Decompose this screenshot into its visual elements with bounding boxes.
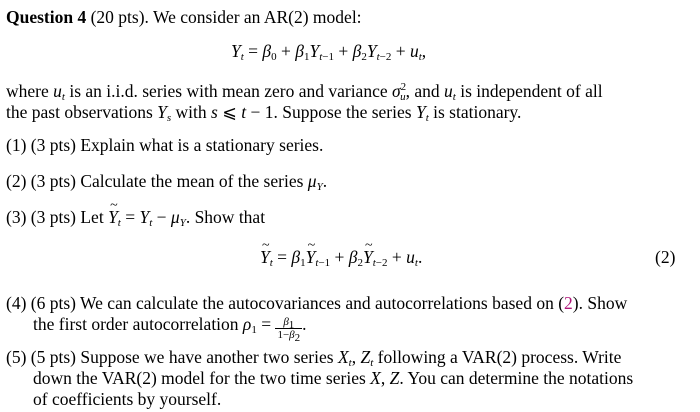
ar2-demeaned-equation: ~ $Y_t$ = $\beta_1\sim$ $Y_{t-1}$ + $\beta_2\sim$ $Y_{t-2} + u_t$. bbox=[260, 246, 422, 268]
item-3: (3) (3 pts) Let ~ $Y_t = Y_t - \mu_Y$. Show that bbox=[6, 206, 265, 228]
item-5-line-3: of coefficients by yourself. bbox=[33, 389, 222, 409]
item-5-line-1: (5) (5 pts) Suppose we have another two series $X_t$, $Z_t$ following a VAR(2) process. Write bbox=[6, 347, 622, 369]
question-label: Question 4 bbox=[6, 7, 87, 27]
item-5-line-2: down the VAR(2) model for the two time series X, Z. You can determine the notations bbox=[33, 368, 634, 388]
equation-ref-link[interactable]: 2 bbox=[564, 293, 573, 313]
item-4-line-1: (4) (6 pts) We can calculate the autocovariances and autocorrelations based on (2). Show bbox=[6, 293, 628, 313]
item-1: (1) (3 pts) Explain what is a stationary series. bbox=[6, 135, 324, 155]
equation-tag: (2) bbox=[655, 247, 676, 267]
ar2-equation: $Y_t = \beta_0 + \beta_1Y_{t-1} + \beta_2Y_{t-2} + u_t$, bbox=[231, 41, 427, 63]
where-line-2: the past observations $Y_s$ with s ⩽ t − 1. Suppose the series $Y_t$ is stationary. bbox=[6, 102, 522, 124]
item-4-line-2: the first order autocorrelation $\rho_1$ = $\frac{\beta_1}{1-\beta_2}$ . bbox=[33, 314, 307, 344]
question-intro: We consider an AR(2) model: bbox=[153, 7, 362, 27]
question-heading bbox=[6, 6, 362, 28]
item-2: (2) (3 pts) Calculate the mean of the series $\mu_Y$. bbox=[6, 171, 328, 193]
question-points: (20 pts). bbox=[90, 7, 149, 27]
rho-fraction: $\frac{\beta_1}{1-\beta_2}$ bbox=[277, 316, 301, 344]
where-line-1: where $u_t$ is an i.i.d. series with mean zero and variance $\sigma^2_u$, and $u_t$ is independent of all bbox=[6, 81, 603, 103]
